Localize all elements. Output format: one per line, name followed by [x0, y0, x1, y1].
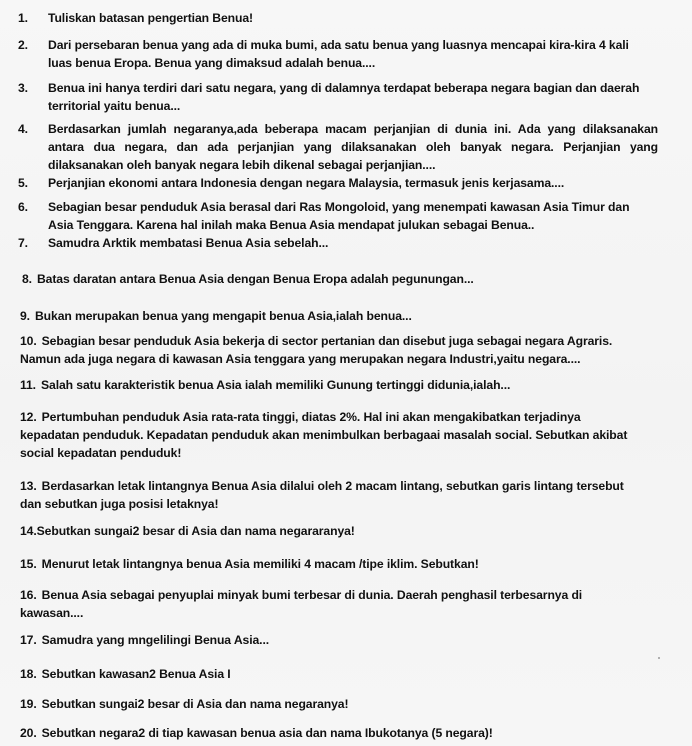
question-number: 5.	[18, 176, 28, 190]
question-number: 1.	[18, 11, 28, 25]
question-text: Bukan merupakan benua yang mengapit benua Asia,ialah benua...	[34, 309, 412, 323]
question-text: Pertumbuhan penduduk Asia rata-rata tinggi, diatas 2%. Hal ini akan mengakibatkan terjadinya	[41, 410, 581, 424]
question-number: 8.	[22, 272, 32, 286]
question-text: Sebutkan sungai2 besar di Asia dan nama negararanya!	[36, 524, 355, 538]
question-13	[20, 477, 670, 513]
question-text: Sebutkan negara2 di tiap kawasan benua asia dan nama Ibukotanya (5 negara)!	[41, 726, 493, 740]
question-text: Batas daratan antara Benua Asia dengan Benua Eropa adalah pegunungan...	[36, 272, 474, 286]
question-number: 10.	[20, 334, 37, 348]
question-1	[18, 9, 658, 27]
question-8	[22, 270, 662, 288]
question-7	[18, 234, 658, 252]
question-18	[20, 665, 660, 683]
question-number: 2.	[18, 38, 28, 52]
question-text: Menurut letak lintangnya benua Asia memiliki 4 macam /tipe iklim. Sebutkan!	[41, 557, 479, 571]
question-20	[20, 724, 660, 742]
question-text: luas benua Eropa. Benua yang dimaksud adalah benua....	[48, 56, 376, 70]
question-9	[20, 307, 660, 325]
question-14	[20, 522, 660, 540]
paper-speck	[658, 657, 660, 659]
question-text: dilaksanakan oleh banyak negara lebih dikenal sebagai perjanjian....	[48, 158, 436, 172]
question-text: kawasan....	[20, 606, 84, 620]
question-number: 12.	[20, 410, 37, 424]
question-text: kepadatan penduduk. Kepadatan penduduk akan menimbulkan berbagaai masalah social. Sebutkan akibat	[20, 428, 628, 442]
question-text: Berdasarkan letak lintangnya Benua Asia dilalui oleh 2 macam lintang, sebutkan garis lintang tersebut	[41, 479, 624, 493]
question-text: Perjanjian ekonomi antara Indonesia dengan negara Malaysia, termasuk jenis kerjasama....	[48, 176, 565, 190]
question-number: 19.	[20, 697, 37, 711]
question-number: 20.	[20, 726, 37, 740]
question-6	[18, 198, 658, 234]
question-text: Tuliskan batasan pengertian Benua!	[48, 11, 253, 25]
question-text: Sebutkan kawasan2 Benua Asia I	[41, 667, 231, 681]
question-12	[20, 408, 670, 462]
question-text: Namun ada juga negara di kawasan Asia tenggara yang merupakan negara Industri,yaitu negara....	[20, 352, 581, 366]
question-17	[20, 631, 660, 649]
question-text: Berdasarkan jumlah negaranya,ada beberapa macam perjanjian di dunia ini. Ada yang dilaksanakan	[48, 122, 658, 136]
question-text: Sebutkan sungai2 besar di Asia dan nama negaranya!	[41, 697, 349, 711]
question-text: Benua Asia sebagai penyuplai minyak bumi terbesar di dunia. Daerah penghasil terbesarnya di	[41, 588, 583, 602]
question-text: Dari persebaran benua yang ada di muka bumi, ada satu benua yang luasnya mencapai kira-kira 4 kali	[48, 38, 629, 52]
question-15	[20, 555, 660, 573]
question-number: 11.	[20, 378, 36, 392]
question-text: territorial yaitu benua...	[48, 99, 181, 113]
question-number: 18.	[20, 667, 37, 681]
question-text: Benua ini hanya terdiri dari satu negara, yang di dalamnya terdapat beberapa negara bagian dan daerah	[48, 81, 640, 95]
question-number: 6.	[18, 200, 28, 214]
question-text: Sebagian besar penduduk Asia bekerja di sector pertanian dan disebut juga sebagai negara Agraris.	[41, 334, 613, 348]
question-10	[20, 332, 670, 368]
question-text: social kepadatan penduduk!	[20, 446, 182, 460]
question-5	[18, 174, 658, 192]
question-3	[18, 79, 658, 115]
question-text: Sebagian besar penduduk Asia berasal dari Ras Mongoloid, yang menempati kawasan Asia Timur dan	[48, 200, 630, 214]
question-number: 17.	[20, 633, 37, 647]
question-text: Samudra yang mngelilingi Benua Asia...	[41, 633, 270, 647]
question-number: 9.	[20, 309, 30, 323]
question-2	[18, 36, 658, 72]
question-number: 7.	[18, 236, 28, 250]
question-number: 13.	[20, 479, 37, 493]
question-number: 4.	[18, 122, 28, 136]
question-text: antara dua negara, dan ada perjanjian yang dilaksanakan oleh banyak negara. Perjanjian yang	[48, 140, 658, 154]
question-number: 14.	[20, 524, 37, 538]
question-19	[20, 695, 660, 713]
question-text: Salah satu karakteristik benua Asia ialah memiliki Gunung tertinggi didunia,ialah...	[40, 378, 511, 392]
question-4	[18, 120, 658, 174]
question-11	[20, 376, 660, 394]
question-16	[20, 586, 670, 622]
question-number: 3.	[18, 81, 28, 95]
question-number: 16.	[20, 588, 37, 602]
question-number: 15.	[20, 557, 37, 571]
question-text: Asia Tenggara. Karena hal inilah maka Benua Asia mendapat julukan sebagai Benua..	[48, 218, 535, 232]
question-text: Samudra Arktik membatasi Benua Asia sebelah...	[48, 236, 329, 250]
question-text: dan sebutkan juga posisi letaknya!	[20, 497, 219, 511]
